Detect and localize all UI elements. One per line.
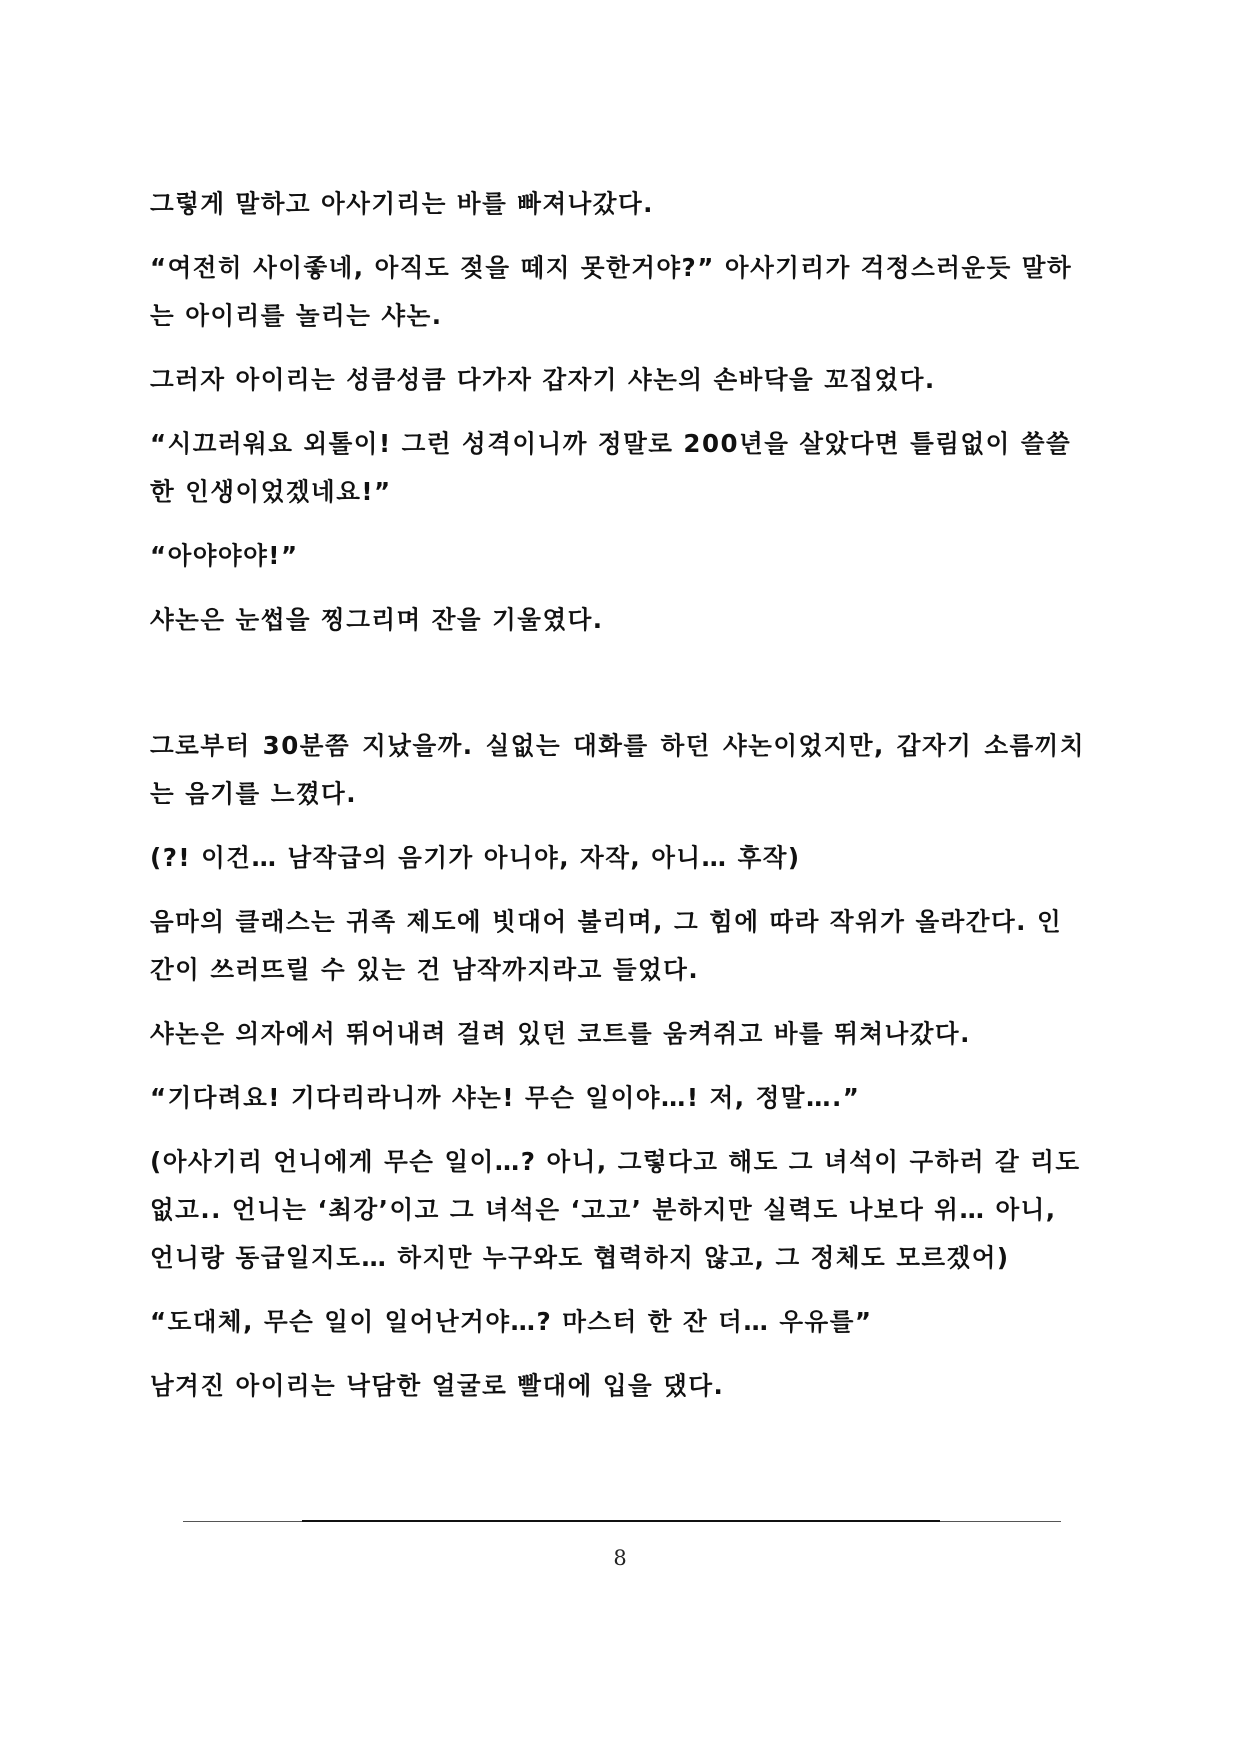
paragraph: (아사기리 언니에게 무슨 일이…? 아니, 그렇다고 해도 그 녀석이 구하러 갈 리도 없고.. 언니는 ‘최강’이고 그 녀석은 ‘고고’ 분하지만 실력도 나보다 위… 아니, 언니랑 동급일지도… 하지만 누구와도 협력하지 않고, 그 정체도 모르겠어): [150, 1147, 1081, 1272]
paragraph: “아야야야!”: [150, 541, 299, 570]
paragraph: “시끄러워요 외톨이! 그런 성격이니까 정말로 200년을 살았다면 틀림없이 쓸쓸한 인생이었겠네요!”: [150, 429, 1072, 506]
paragraph: “여전히 사이좋네, 아직도 젖을 떼지 못한거야?” 아사기리가 걱정스러운듯 말하는 아이리를 놀리는 샤논.: [150, 253, 1073, 330]
paragraph: 그렇게 말하고 아사기리는 바를 빠져나갔다.: [150, 189, 654, 218]
paragraph: 남겨진 아이리는 낙담한 얼굴로 빨대에 입을 댔다.: [150, 1371, 725, 1400]
page-number: 8: [613, 1546, 627, 1570]
footer-divider-accent: [302, 1520, 940, 1522]
paragraph: “기다려요! 기다리라니까 샤논! 무슨 일이야…! 저, 정말….”: [150, 1083, 861, 1112]
paragraph: 샤논은 눈썹을 찡그리며 잔을 기울였다.: [150, 605, 604, 634]
paragraph: “도대체, 무슨 일이 일어난거야…? 마스터 한 잔 더… 우유를”: [150, 1307, 873, 1336]
paragraph: 샤논은 의자에서 뛰어내려 걸려 있던 코트를 움켜쥐고 바를 뛰쳐나갔다.: [150, 1019, 971, 1048]
paragraph: (?! 이건… 남작급의 음기가 아니야, 자작, 아니… 후작): [150, 843, 801, 872]
paragraph: 그러자 아이리는 성큼성큼 다가자 갑자기 샤논의 손바닥을 꼬집었다.: [150, 365, 936, 394]
body-text: [150, 180, 1085, 1426]
paragraph: 그로부터 30분쯤 지났을까. 실없는 대화를 하던 샤논이었지만, 갑자기 소름끼치는 음기를 느꼈다.: [150, 731, 1085, 808]
paragraph: 음마의 클래스는 귀족 제도에 빗대어 불리며, 그 힘에 따라 작위가 올라간다. 인간이 쓰러뜨릴 수 있는 건 남작까지라고 들었다.: [150, 907, 1063, 984]
